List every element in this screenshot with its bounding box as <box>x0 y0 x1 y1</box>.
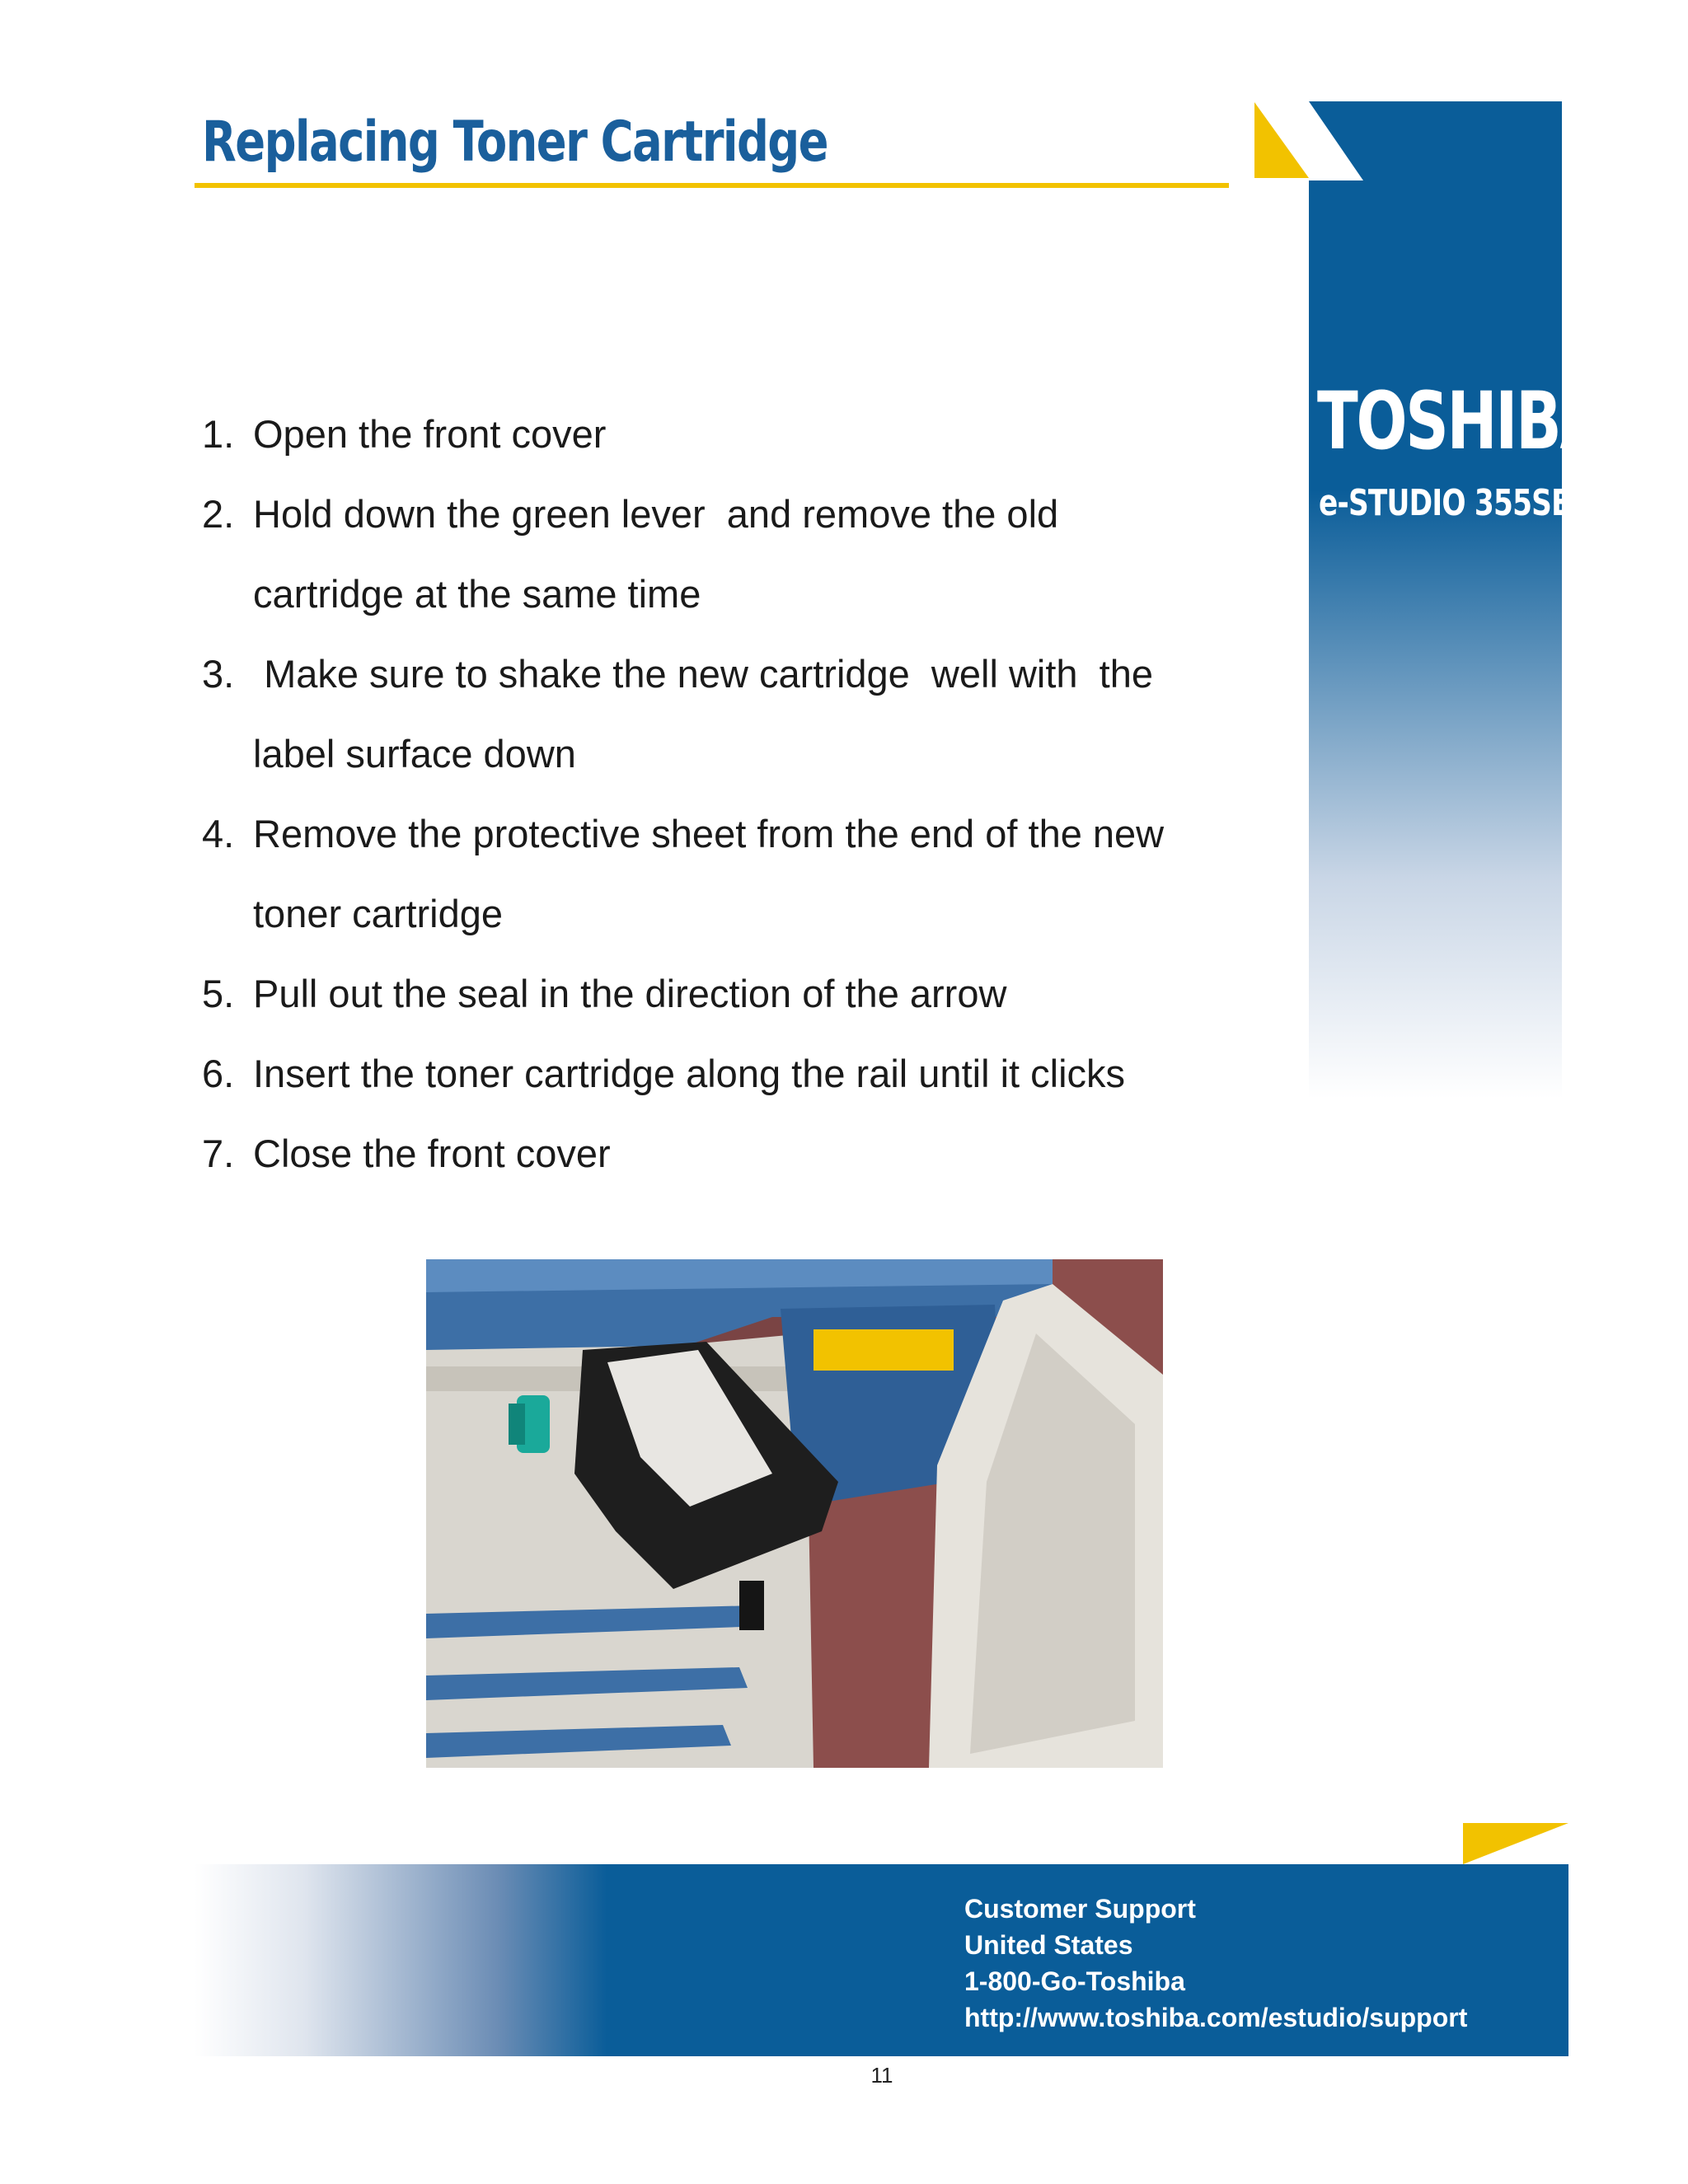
support-country: United States <box>964 1930 1133 1960</box>
step-item <box>202 954 1273 1033</box>
step-item <box>202 474 1273 634</box>
step-item <box>202 634 1273 794</box>
step-text: Open the front cover <box>253 412 607 456</box>
step-number: 2. <box>202 492 235 536</box>
model-name: e-STUDIO 355SE <box>1319 482 1570 524</box>
step-text: Insert the toner cartridge along the rail until it clicks <box>253 1052 1126 1095</box>
step-number: 5. <box>202 972 235 1015</box>
step-text: Make sure to shake the new cartridge well with the label surface down <box>253 652 1153 776</box>
corner-accent-triangle <box>1254 102 1309 178</box>
instruction-steps <box>202 394 1273 1193</box>
step-text: Pull out the seal in the direction of the arrow <box>253 972 1007 1015</box>
support-heading: Customer Support <box>964 1894 1196 1924</box>
step-item <box>202 794 1273 954</box>
step-number: 3. <box>202 652 235 696</box>
support-phone: 1-800-Go-Toshiba <box>964 1966 1185 1996</box>
step-item <box>202 394 1273 474</box>
footer-accent-triangle <box>1463 1823 1568 1864</box>
step-item <box>202 1113 1273 1193</box>
step-number: 1. <box>202 412 235 456</box>
step-item <box>202 1033 1273 1113</box>
step-text: Close the front cover <box>253 1132 611 1175</box>
step-text: Hold down the green lever and remove the old cartridge at the same time <box>253 492 1059 616</box>
brand-side-band <box>1309 101 1605 1099</box>
step-number: 4. <box>202 812 235 855</box>
page-number: 11 <box>870 2063 893 2088</box>
customer-support-info <box>964 1891 1467 2036</box>
brand-logo-text: TOSHIBA <box>1317 375 1605 467</box>
step-text: Remove the protective sheet from the end of the new toner cartridge <box>253 812 1165 935</box>
support-url[interactable]: http://www.toshiba.com/estudio/support <box>964 2003 1468 2032</box>
title-underline <box>195 183 1229 188</box>
step-number: 7. <box>202 1132 235 1175</box>
step-number: 6. <box>202 1052 235 1095</box>
toner-cartridge-photo <box>426 1259 1163 1768</box>
photo-illustration <box>426 1259 1163 1768</box>
band-notch <box>1309 101 1363 180</box>
page-title: Replacing Toner Cartridge <box>202 110 828 175</box>
